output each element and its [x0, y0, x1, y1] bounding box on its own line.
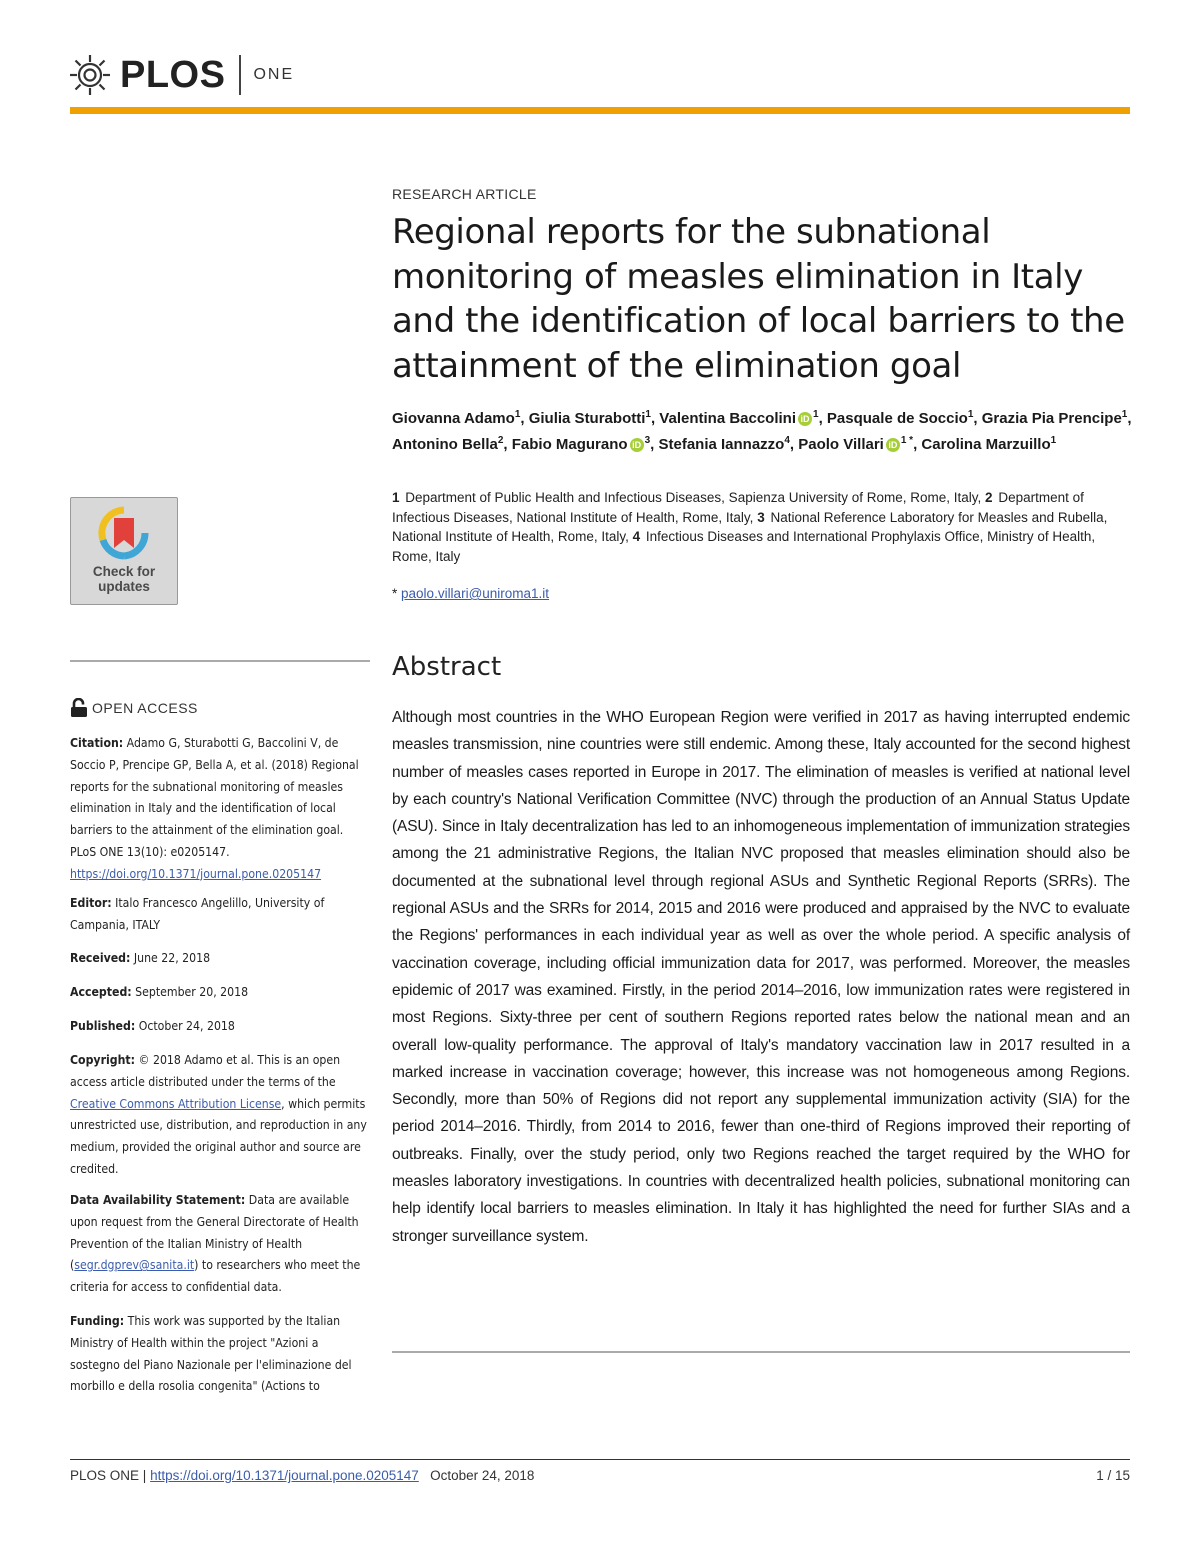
correspondence	[392, 586, 1132, 601]
page-number: 1 / 15	[1096, 1468, 1130, 1483]
editor-text: Italo Francesco Angelillo, University of Campania, ITALY	[70, 896, 325, 932]
citation-doi-link[interactable]: https://doi.org/10.1371/journal.pone.0205147	[70, 866, 322, 881]
author-affiliation-marker: 1 *	[900, 434, 914, 446]
check-for-updates-badge[interactable]	[70, 497, 178, 605]
logo-divider	[239, 55, 241, 95]
author-name: Fabio Magurano iD $^3$	[511, 434, 651, 453]
check-for-updates-label	[71, 564, 177, 594]
open-access-text: OPEN ACCESS	[92, 700, 198, 716]
published-date: October 24, 2018	[138, 1019, 235, 1033]
editor-label: Editor:	[70, 896, 112, 910]
author-name: Pasquale de Soccio$^1$	[826, 409, 974, 427]
abstract-divider	[392, 1351, 1130, 1353]
license-link[interactable]: Creative Commons Attribution License	[70, 1096, 282, 1111]
copyright-text-2: , which permits unrestricted use, distribution, and reproduction in any medium, provided the original author and source are credited.	[70, 1096, 367, 1176]
affiliation-item: 3 National Reference Laboratory for Measles and Rubella, National Institute of Health, Rome, Italy,	[392, 509, 1108, 544]
affiliation-number: 2	[985, 490, 993, 505]
orcid-icon[interactable]: iD	[798, 412, 812, 426]
footer-doi-link[interactable]: https://doi.org/10.1371/journal.pone.0205147	[150, 1468, 419, 1483]
data-availability-email-link[interactable]: segr.dgprev@sanita.it	[74, 1258, 195, 1273]
affiliation-number: 4	[632, 529, 641, 544]
crossmark-icon	[97, 506, 151, 562]
accepted-block	[70, 982, 370, 1004]
plos-sunburst-icon	[68, 53, 112, 97]
editor-block	[70, 893, 370, 937]
orcid-icon[interactable]: iD	[886, 438, 900, 452]
author-affiliation-marker: 3	[644, 434, 651, 446]
citation-block	[70, 733, 370, 886]
check-updates-line-2: updates	[98, 579, 150, 594]
citation-text: Adamo G, Sturabotti G, Baccolini V, de Soccio P, Prencipe GP, Bella A, et al. (2018) Regional reports for the subnational monitoring of measles elimination in Italy and the identification of local barriers to the attainment of the elimination goal. PLoS ONE 13(10): e0205147.	[70, 736, 359, 859]
published-label: Published:	[70, 1019, 136, 1033]
correspondence-symbol: *	[392, 586, 398, 601]
open-lock-icon	[70, 698, 88, 718]
received-label: Received:	[70, 951, 131, 965]
author-name: Antonino Bella$^2$	[392, 434, 504, 453]
affiliation-item: 4 Infectious Diseases and International Prophylaxis Office, Ministry of Health, Rome, Italy	[392, 529, 1096, 564]
author-affiliation-marker: 1	[813, 409, 819, 420]
author-list: Giovanna Adamo$^1$, Giulia Sturabotti$^1$, Valentina Baccolini iD $^1$, Pasquale de Soccio$^1$, Grazia Pia Prencipe$^1$, Antonino Bella$^2$, Fabio Magurano iD $^3$, Stefania Iannazzo$^4$, Paolo Villari iD $^{1 *}$, Carolina Marzuillo$^1$	[392, 409, 1132, 453]
citation-label: Citation:	[70, 736, 124, 750]
copyright-text-1: © 2018 Adamo et al. This is an open access article distributed under the terms of the	[70, 1053, 341, 1089]
published-block	[70, 1016, 370, 1038]
affiliation-item: 1 Department of Public Health and Infectious Diseases, Sapienza University of Rome, Rome, Italy,	[392, 490, 986, 505]
orcid-icon[interactable]: iD	[630, 438, 644, 452]
author-name: Giulia Sturabotti$^1$	[528, 409, 651, 427]
footer-citation	[70, 1468, 534, 1483]
affiliation-number: 3	[757, 509, 765, 525]
footer-rule	[70, 1459, 1130, 1460]
footer-date: October 24, 2018	[430, 1468, 535, 1483]
affiliation-item: 2 Department of Infectious Diseases, National Institute of Health, Rome, Italy,	[392, 490, 1084, 525]
correspondence-email-link[interactable]: paolo.villari@uniroma1.it	[401, 586, 550, 601]
header-accent-bar	[70, 107, 1130, 114]
check-updates-line-1: Check for	[92, 564, 156, 579]
received-block	[70, 948, 370, 970]
data-availability-label: Data Availability Statement:	[70, 1193, 246, 1207]
brand-name: PLOS	[120, 53, 226, 96]
author-affiliation-marker: 4	[784, 434, 790, 446]
author-affiliation-marker: 1	[645, 409, 651, 420]
author-affiliation-marker: 1	[514, 409, 521, 420]
article-type: RESEARCH ARTICLE	[392, 186, 537, 202]
accepted-date: September 20, 2018	[135, 985, 249, 999]
abstract-text: Although most countries in the WHO European Region were verified in 2017 as having interrupted endemic measles transmission, nine countries were still endemic. Among these, Italy accounted for the second highest number of measles cases reported in Europe in 2017. The elimination of measles is verified at national level by each country's National Verification Committee (NVC) through the production of an Annual Status Update (ASU). Since in Italy decentralization has led to an inhomogeneous implementation of immunization strategies among the 21 administrative Regions, the Italian NVC proposed that measles elimination should also be documented at the subnational level through regional ASUs and Synthetic Regional Reports (SRRs). The regional ASUs and the SRRs for 2014, 2015 and 2016 were produced and appraised by the NVC to evaluate the Regions' performances in each individual year as well as over the whole period. A specific analysis of vaccination coverage, including official immunization data for 2017, was performed. Moreover, the measles epidemic of 2017 was examined. Firstly, in the period 2014–2016, low immunization rates were registered in most Regions. Sixty-three per cent of southern Regions reported rates below the national mean and an overall low-quality performance. The approval of Italy's mandatory vaccination law in 2017 resulted in a marked increase in vaccination coverage; however, this increase was not homogeneous among Regions. Secondly, more than 50% of Regions did not report any supplemental immunization activity (SIA) for the period 2014–2016. Thirdly, from 2014 to 2016, fewer than one-third of Regions improved their reporting of outbreaks. Finally, over the study period, only two Regions reached the target required by the WHO for measles laboratory investigations. In countries with decentralized health policies, subnational monitoring can help identify local barriers to measles elimination. In Italy it has highlighted the need for further SIAs and a stronger surveillance system.	[392, 709, 1130, 1245]
author-name: Paolo Villari iD $^{1 *}$	[798, 434, 914, 453]
article-title: Regional reports for the subnational monitoring of measles elimination in Italy and the identification of local barriers to the attainment of the elimination goal	[392, 212, 1125, 386]
author-name: Stefania Iannazzo$^4$	[658, 434, 790, 453]
copyright-block	[70, 1050, 370, 1181]
affiliation-number: 1	[392, 490, 400, 505]
accepted-label: Accepted:	[70, 985, 132, 999]
data-availability-text-2: ) to researchers who meet the criteria for access to confidential data.	[70, 1258, 361, 1295]
footer-journal: PLOS ONE	[70, 1468, 140, 1483]
journal-name: ONE	[253, 66, 295, 83]
plos-one-logo[interactable]	[68, 52, 294, 98]
funding-block	[70, 1311, 370, 1398]
author-name: Grazia Pia Prencipe$^1$	[981, 409, 1128, 427]
author-affiliation-marker: 2	[497, 434, 504, 446]
sidebar-divider	[70, 660, 370, 662]
footer-separator: |	[142, 1468, 147, 1483]
data-availability-block	[70, 1190, 370, 1299]
open-access-label	[70, 698, 198, 718]
copyright-label: Copyright:	[70, 1053, 136, 1067]
funding-label: Funding:	[70, 1314, 125, 1328]
abstract-heading: Abstract	[392, 652, 502, 682]
author-name: Valentina Baccolini iD $^1$	[659, 409, 819, 427]
author-affiliation-marker: 1	[1121, 409, 1128, 420]
author-name: Giovanna Adamo$^1$	[392, 409, 521, 427]
affiliations	[392, 488, 1132, 566]
author-name: Carolina Marzuillo$^1$	[921, 434, 1057, 453]
funding-text: This work was supported by the Italian Ministry of Health within the project "Azioni a sostegno del Piano Nazionale per l'eliminazione del morbillo e della rosolia congenita" (Actions to	[70, 1314, 352, 1394]
author-affiliation-marker: 1	[1050, 434, 1057, 446]
data-availability-text-1: Data are available upon request from the General Directorate of Health Prevention of the Italian Ministry of Health (	[70, 1193, 359, 1273]
author-affiliation-marker: 1	[967, 409, 974, 420]
received-date: June 22, 2018	[133, 951, 211, 965]
